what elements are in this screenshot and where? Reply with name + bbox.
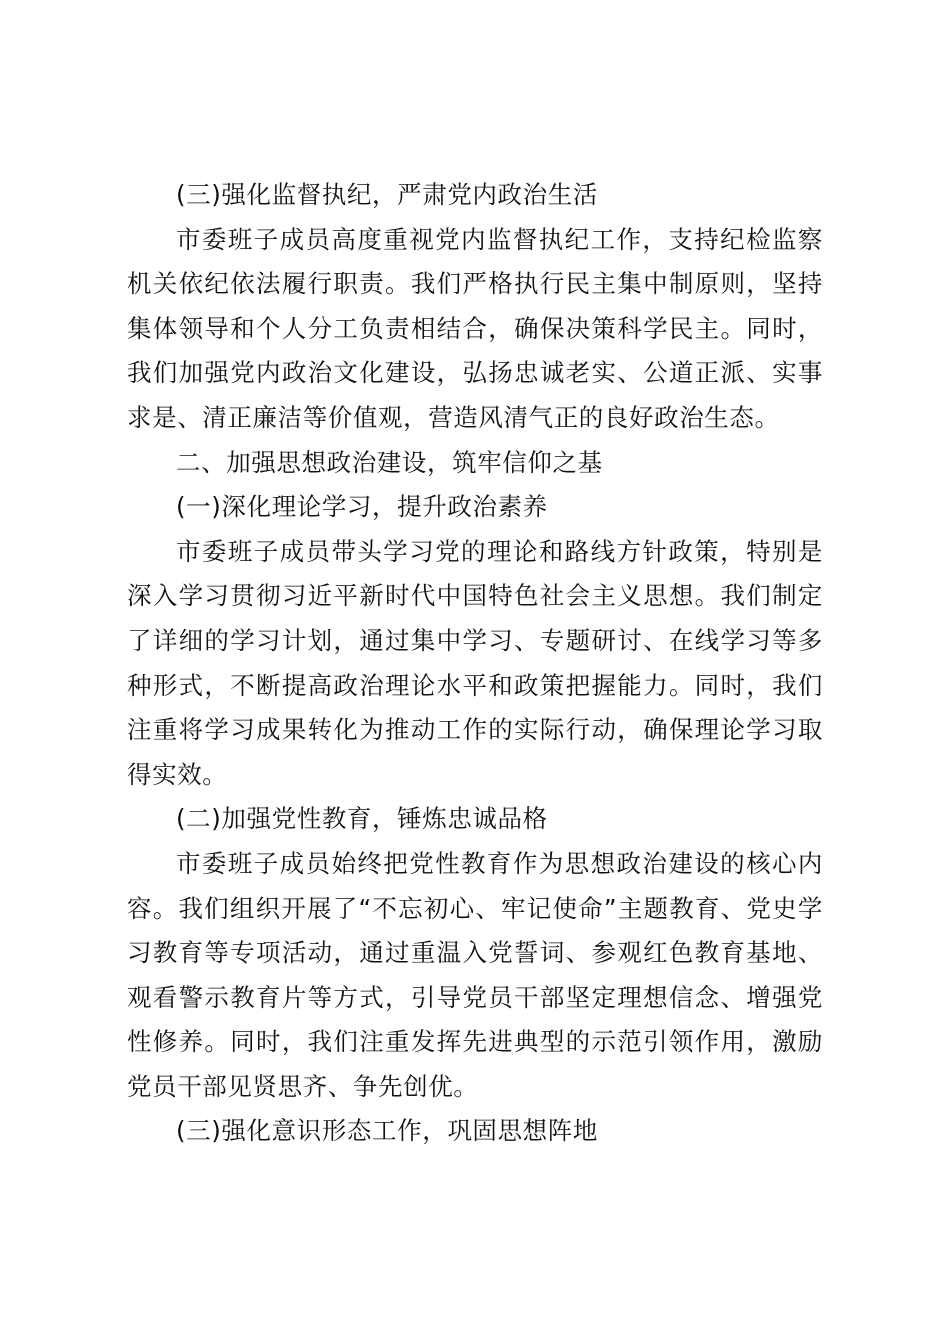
section-heading-ideological: 二、加强思想政治建设，筑牢信仰之基 [176, 447, 603, 477]
subsection-heading-ideology-work: (三)强化意识形态工作，巩固思想阵地 [176, 1116, 598, 1146]
subsection-heading-supervision: (三)强化监督执纪，严肃党内政治生活 [176, 180, 598, 209]
document-body [127, 173, 823, 1154]
body-paragraph-party-education: 市委班子成员始终把党性教育作为思想政治建设的核心内容。我们组织开展了“不忘初心、牢记使命”主题教育、党史学习教育等专项活动，通过重温入党誓词、参观红色教育基地、观看警示教育片等方式，引导党员干部坚定理想信念、增强党性修养。同时，我们注重发挥先进典型的示范引领作用，激励党员干部见贤思齐、争先创优。 [127, 848, 823, 1101]
body-paragraph-theory-study: 市委班子成员带头学习党的理论和路线方针政策，特别是深入学习贯彻习近平新时代中国特色社会主义思想。我们制定了详细的学习计划，通过集中学习、专题研讨、在线学习等多种形式，不断提高政治理论水平和政策把握能力。同时，我们注重将学习成果转化为推动工作的实际行动，确保理论学习取得实效。 [127, 536, 823, 789]
subsection-heading-theory-study: (一)深化理论学习，提升政治素养 [176, 492, 548, 522]
body-paragraph-supervision: 市委班子成员高度重视党内监督执纪工作，支持纪检监察机关依纪依法履行职责。我们严格执行民主集中制原则，坚持集体领导和个人分工负责相结合，确保决策科学民主。同时，我们加强党内政治文化建设，弘扬忠诚老实、公道正派、实事求是、清正廉洁等价值观，营造风清气正的良好政治生态。 [127, 224, 823, 432]
subsection-heading-party-education: (二)加强党性教育，锤炼忠诚品格 [176, 804, 548, 834]
